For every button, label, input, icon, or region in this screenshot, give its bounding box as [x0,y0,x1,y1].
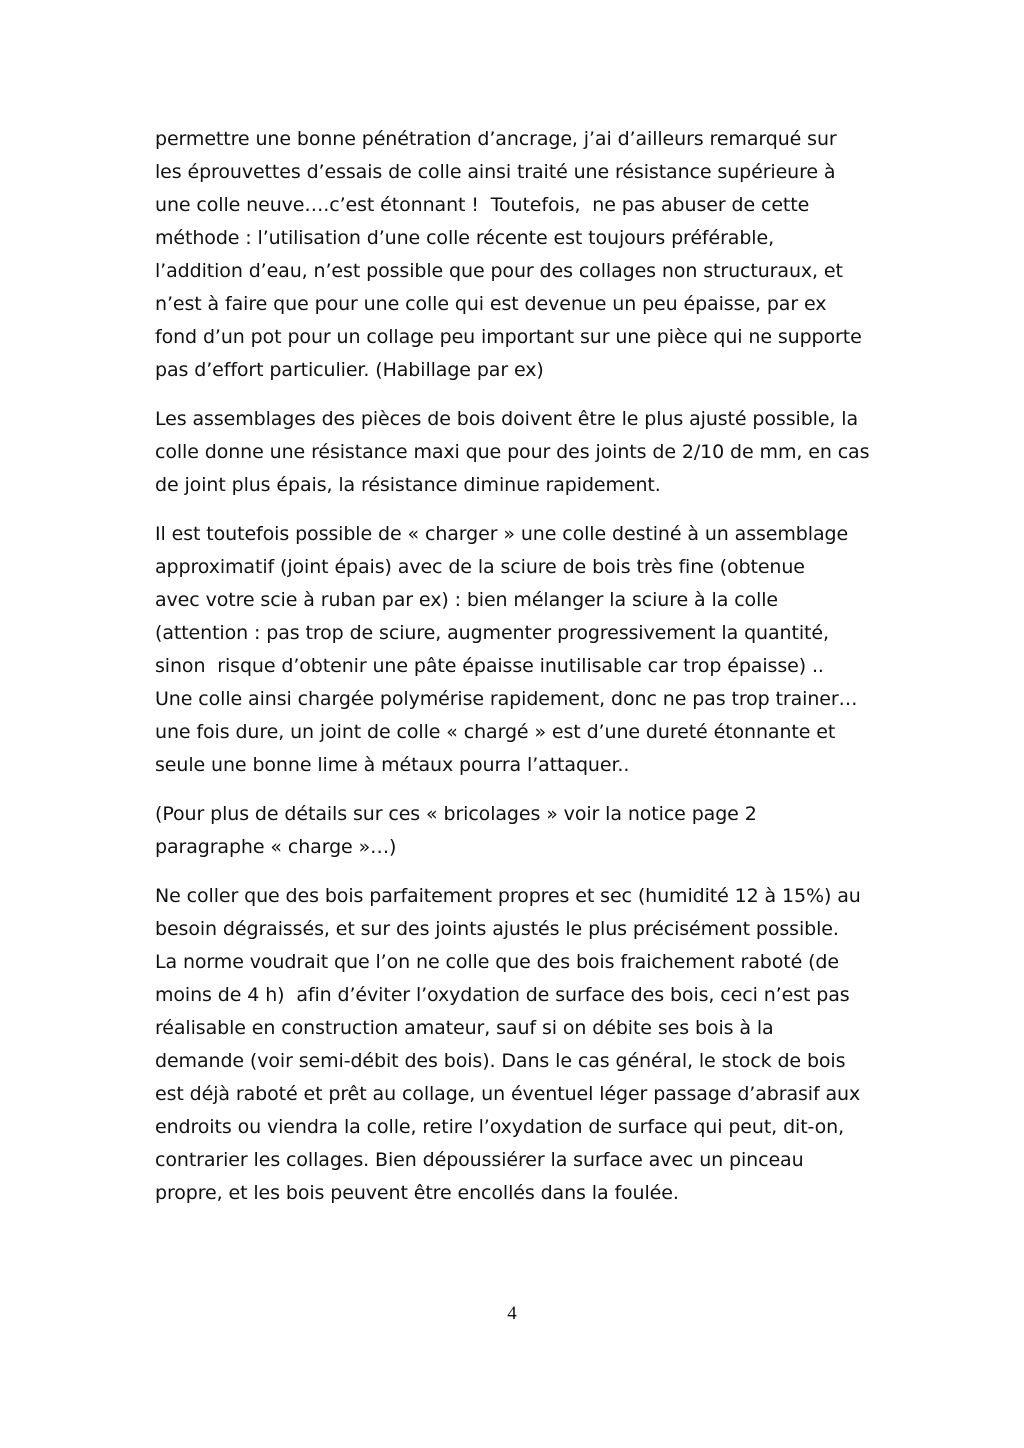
paragraph [155,403,895,502]
text-line: demande (voir semi-débit des bois). Dans le cas général, le stock de bois [155,1050,846,1072]
body-text [155,123,895,1226]
text-line: seule une bonne lime à métaux pourra l’attaquer.. [155,754,630,776]
text-line: La norme voudrait que l’on ne colle que des bois fraichement raboté (de [155,951,839,973]
text-line: (attention : pas trop de sciure, augmenter progressivement la quantité, [155,622,829,644]
paragraph [155,880,895,1210]
text-line: fond d’un pot pour un collage peu important sur une pièce qui ne supporte [155,326,862,348]
text-line: (Pour plus de détails sur ces « bricolages » voir la notice page 2 [155,803,757,825]
text-line: Ne coller que des bois parfaitement propres et sec (humidité 12 à 15%) au [155,885,861,907]
text-line: pas d’effort particulier. (Habillage par ex) [155,359,544,381]
paragraph [155,123,895,387]
text-line: colle donne une résistance maxi que pour des joints de 2/10 de mm, en cas [155,441,870,463]
text-line: besoin dégraissés, et sur des joints ajustés le plus précisément possible. [155,918,839,940]
text-line: n’est à faire que pour une colle qui est devenue un peu épaisse, par ex [155,293,827,315]
paragraph [155,798,895,864]
text-line: Les assemblages des pièces de bois doivent être le plus ajusté possible, la [155,408,859,430]
text-line: permettre une bonne pénétration d’ancrage, j’ai d’ailleurs remarqué sur [155,128,837,150]
paragraph [155,518,895,782]
text-line: paragraphe « charge »…) [155,836,397,858]
text-line: propre, et les bois peuvent être encollés dans la foulée. [155,1182,679,1204]
text-line: une fois dure, un joint de colle « chargé » est d’une dureté étonnante et [155,721,836,743]
text-line: Il est toutefois possible de « charger » une colle destiné à un assemblage [155,523,849,545]
text-line: l’addition d’eau, n’est possible que pour des collages non structuraux, et [155,260,843,282]
text-line: méthode : l’utilisation d’une colle récente est toujours préférable, [155,227,775,249]
page-number: 4 [507,1303,517,1324]
text-line: réalisable en construction amateur, sauf si on débite ses bois à la [155,1017,774,1039]
text-line: est déjà raboté et prêt au collage, un éventuel léger passage d’abrasif aux [155,1083,861,1105]
text-line: sinon risque d’obtenir une pâte épaisse inutilisable car trop épaisse) .. [155,655,824,677]
text-line: Une colle ainsi chargée polymérise rapidement, donc ne pas trop trainer… [155,688,858,710]
text-line: une colle neuve….c’est étonnant ! Toutefois, ne pas abuser de cette [155,194,810,216]
text-line: de joint plus épais, la résistance diminue rapidement. [155,474,661,496]
text-line: endroits ou viendra la colle, retire l’oxydation de surface qui peut, dit-on, [155,1116,845,1138]
text-line: contrarier les collages. Bien dépoussiérer la surface avec un pinceau [155,1149,804,1171]
text-line: avec votre scie à ruban par ex) : bien mélanger la sciure à la colle [155,589,779,611]
text-line: les éprouvettes d’essais de colle ainsi traité une résistance supérieure à [155,161,836,183]
text-line: moins de 4 h) afin d’éviter l’oxydation de surface des bois, ceci n’est pas [155,984,850,1006]
text-line: approximatif (joint épais) avec de la sciure de bois très fine (obtenue [155,556,805,578]
